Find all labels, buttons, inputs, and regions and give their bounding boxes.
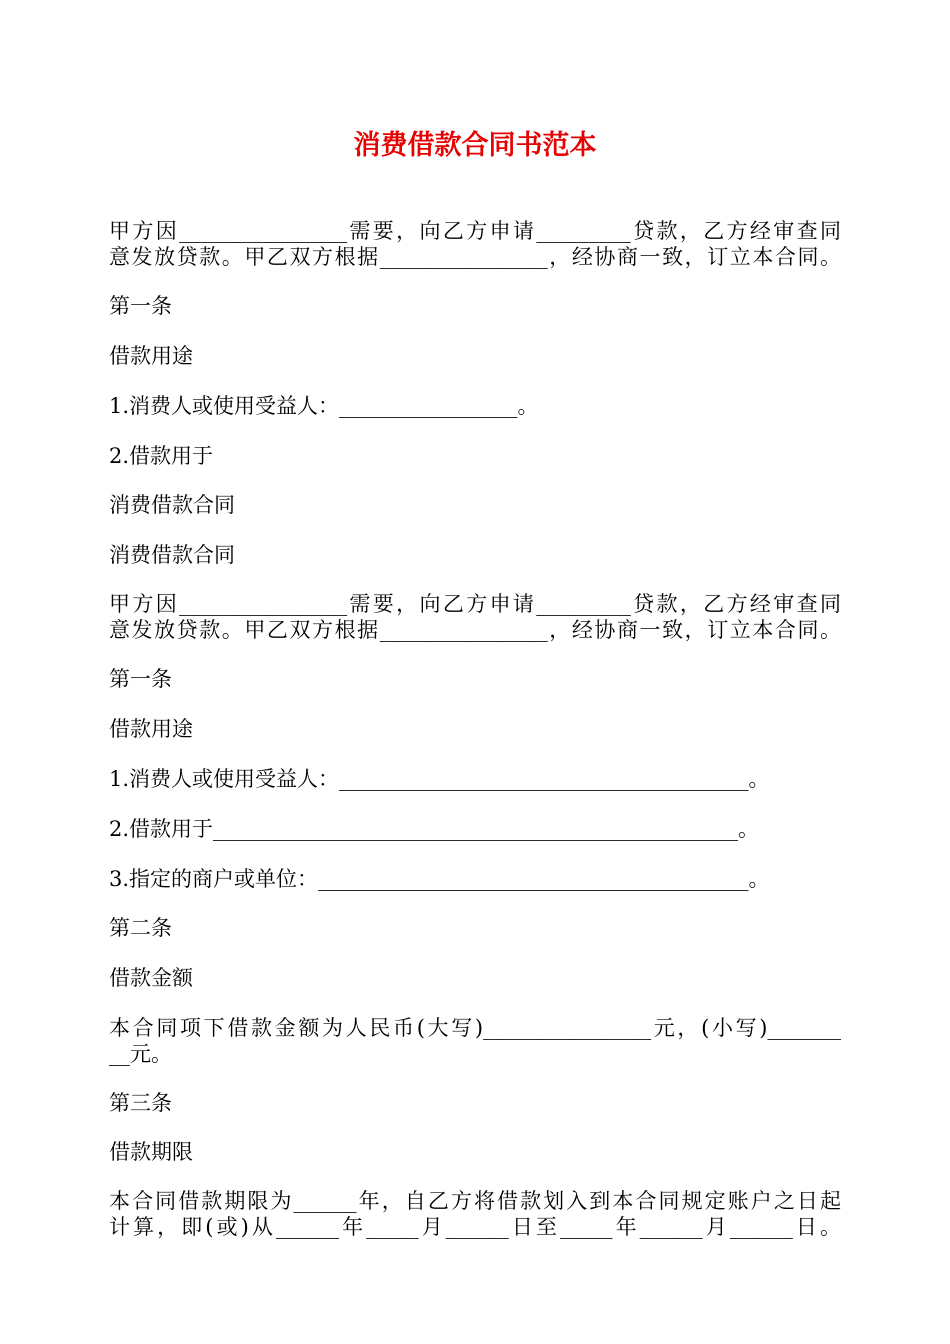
text-line: 本合同借款期限为______年，自乙方将借款划入到本合同规定账户之日起	[109, 1189, 841, 1213]
text-line: 第二条	[109, 916, 172, 940]
section-heading	[109, 716, 841, 742]
clause-item	[109, 766, 841, 792]
text-line: 甲方因________________需要，向乙方申请_________贷款，乙方经审查同	[109, 592, 841, 616]
text-line: 计算，即(或)从______年_____月______日至_____年______月______日。	[109, 1215, 841, 1239]
text-line: 1.消费人或使用受益人：_______________________________________。	[109, 767, 770, 791]
text-line: 第一条	[109, 294, 172, 318]
text-line: 消费借款合同	[109, 543, 235, 567]
section-heading	[109, 343, 841, 369]
article-heading	[109, 293, 841, 319]
text-line: 借款期限	[109, 1140, 193, 1164]
article-heading	[109, 915, 841, 941]
paragraph-intro-1	[109, 218, 841, 270]
text-line: 第一条	[109, 667, 172, 691]
document-title: 消费借款合同书范本	[353, 130, 597, 161]
text-line: 意发放贷款。甲乙双方根据________________，经协商一致，订立本合同。	[109, 618, 841, 642]
paragraph-amount	[109, 1015, 841, 1067]
clause-item	[109, 443, 841, 469]
section-heading	[109, 1139, 841, 1165]
text-line: 借款用途	[109, 344, 193, 368]
clause-item	[109, 393, 841, 419]
text-line: 意发放贷款。甲乙双方根据________________，经协商一致，订立本合同。	[109, 245, 841, 269]
text-line: __元。	[109, 1042, 172, 1066]
text-line: 甲方因________________需要，向乙方申请_________贷款，乙方经审查同	[109, 219, 841, 243]
text-line: 2.借款用于	[109, 444, 214, 468]
article-heading	[109, 1090, 841, 1116]
text-line: 1.消费人或使用受益人：_________________。	[109, 394, 539, 418]
text-line: 消费借款合同	[109, 493, 235, 517]
text-line: 2.借款用于__________________________________________________。	[109, 817, 760, 841]
text-line: 第三条	[109, 1091, 172, 1115]
text-line: 借款金额	[109, 966, 193, 990]
paragraph-term	[109, 1188, 841, 1240]
paragraph-intro-2	[109, 591, 841, 643]
text-line: 本合同项下借款金额为人民币(大写)________________元，(小写)_______	[109, 1016, 841, 1040]
subtitle-line	[109, 492, 841, 518]
article-heading	[109, 666, 841, 692]
section-heading	[109, 965, 841, 991]
clause-item	[109, 866, 841, 892]
clause-item	[109, 816, 841, 842]
text-line: 3.指定的商户或单位：_________________________________________。	[109, 867, 770, 891]
text-line: 借款用途	[109, 717, 193, 741]
subtitle-line	[109, 542, 841, 568]
